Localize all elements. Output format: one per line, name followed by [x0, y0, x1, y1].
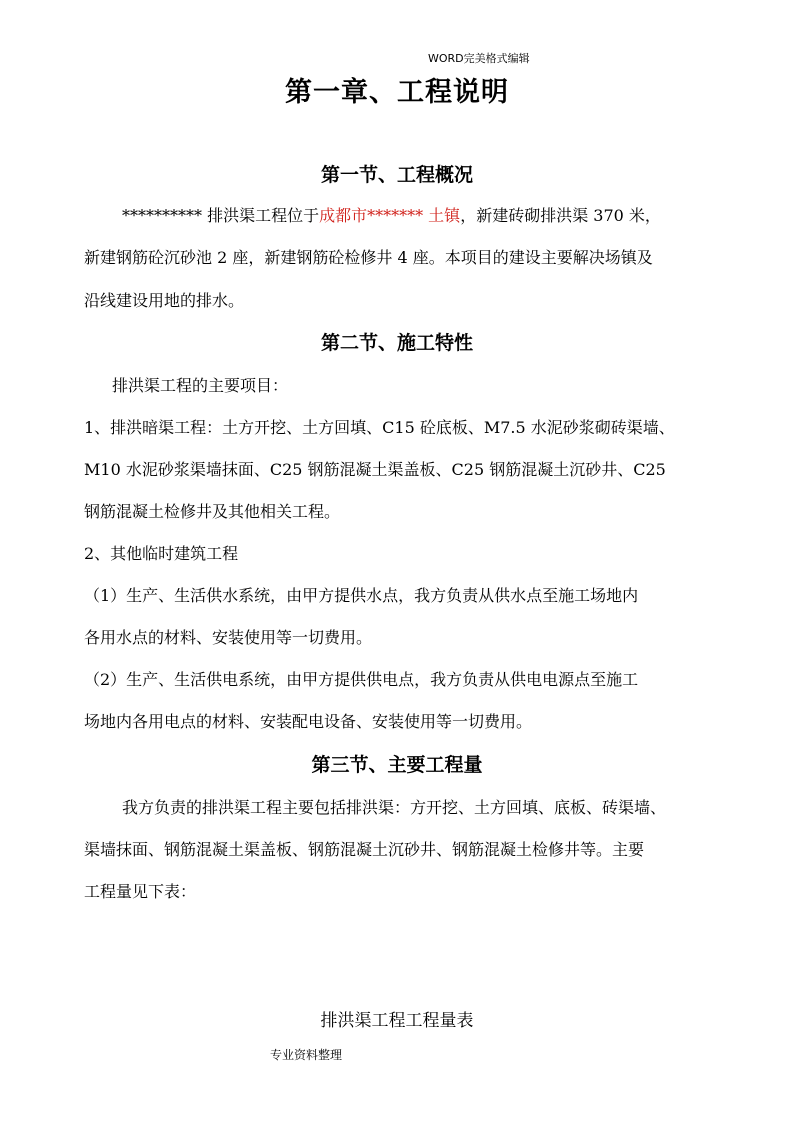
- section3-line3: 工程量见下表：: [84, 882, 197, 901]
- section2-sub1-line1: （1）生产、生活供水系统，由甲方提供水点，我方负责从供水点至施工场地内: [84, 586, 639, 605]
- header-note: WORD完美格式编辑: [428, 52, 530, 65]
- section3-line2: 渠墙抹面、钢筋混凝土渠盖板、钢筋混凝土沉砂井、钢筋混凝土检修井等。主要: [84, 840, 645, 859]
- section3-line1: 我方负责的排洪渠工程主要包括排洪渠：方开挖、土方回填、底板、砖渠墙、: [122, 798, 667, 817]
- section1-line1: [122, 203, 661, 226]
- footer-note: 专业资料整理: [270, 1048, 343, 1062]
- section1-line3: 沿线建设用地的排水。: [84, 291, 245, 310]
- section3-title: 第三节、主要工程量: [311, 754, 483, 776]
- section1-title: 第一节、工程概况: [320, 164, 473, 186]
- chapter-title: 第一章、工程说明: [285, 77, 509, 108]
- section2-item2: 2、其他临时建筑工程: [84, 544, 239, 563]
- section2-item1-line2: M10 水泥砂浆渠墙抹面、C25 钢筋混凝土渠盖板、C25 钢筋混凝土沉砂井、C25: [84, 460, 666, 479]
- section2-intro: 排洪渠工程的主要项目：: [112, 376, 289, 395]
- section2-item1-line1: 1、排洪暗渠工程：土方开挖、土方回填、C15 砼底板、M7.5 水泥砂浆砌砖渠墙、: [84, 418, 675, 437]
- section2-sub2-line2: 场地内各用电点的材料、安装配电设备、安装使用等一切费用。: [84, 712, 533, 731]
- section2-sub1-line2: 各用水点的材料、安装使用等一切费用。: [84, 628, 373, 647]
- section2-title: 第二节、施工特性: [320, 332, 473, 354]
- section1-line1-prefix: ********** 排洪渠工程位于: [122, 206, 320, 225]
- table-caption: 排洪渠工程工程量表: [320, 1011, 474, 1031]
- section1-line1-suffix: ，新建砖砌排洪渠 370 米，: [460, 206, 661, 225]
- section2-sub2-line1: （2）生产、生活供电系统，由甲方提供供电点，我方负责从供电电源点至施工: [84, 670, 639, 689]
- section1-location: 成都市******* 土镇: [319, 206, 461, 225]
- section2-item1-line3: 钢筋混凝土检修井及其他相关工程。: [84, 502, 341, 521]
- section1-line2: 新建钢筋砼沉砂池 2 座，新建钢筋砼检修井 4 座。本项目的建设主要解决场镇及: [84, 248, 653, 267]
